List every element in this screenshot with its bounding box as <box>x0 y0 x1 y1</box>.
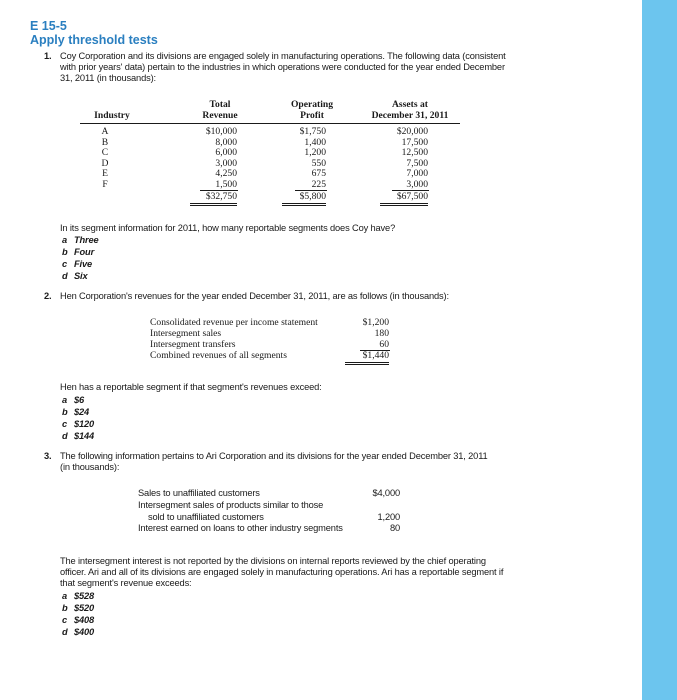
q3-paragraph-line-2: officer. Ari and all of its divisions are engaged solely in manufacturing operations. Ari has a reportable segment if <box>60 567 504 577</box>
q1-header-profit-2: Profit <box>300 110 324 121</box>
q1-row-assets: 7,500 <box>406 157 428 169</box>
q1-row-profit: 225 <box>311 178 326 190</box>
q1-row-assets: 17,500 <box>401 136 428 148</box>
q2-row-label: Combined revenues of all segments <box>150 350 287 361</box>
q3-row-label: Intersegment sales of products similar to those <box>138 500 324 510</box>
q2-row-value: $1,200 <box>362 317 389 328</box>
q1-choice-b[interactable] <box>62 247 94 258</box>
q2-row-label: Consolidated revenue per income statement <box>150 317 318 328</box>
choice-text: $520 <box>74 603 95 613</box>
q1-row-industry: A <box>101 126 109 137</box>
page-edge-bar <box>642 0 677 700</box>
q3-choice-a[interactable] <box>62 591 94 602</box>
choice-text: $144 <box>74 431 95 441</box>
q1-row-assets: $20,000 <box>396 126 428 137</box>
q2-choice-d[interactable] <box>62 431 94 442</box>
exercise-code: E 15-5 <box>30 19 67 33</box>
q1-total-revenue: $32,750 <box>190 192 237 206</box>
q3-paragraph-line-1: The intersegment interest is not reported by the divisions on internal reports reviewed by the chief operating <box>60 556 486 566</box>
choice-text: $6 <box>74 395 85 405</box>
q2-choice-c[interactable] <box>62 419 94 430</box>
choice-text: $120 <box>74 419 95 429</box>
choice-text: Six <box>74 271 88 281</box>
q1-row-industry: F <box>102 178 108 190</box>
choice-letter: d <box>62 431 68 441</box>
choice-text: $24 <box>74 407 90 417</box>
exercise-title: Apply threshold tests <box>30 33 158 47</box>
q1-choice-a[interactable] <box>62 235 99 246</box>
q2-row-label: Intersegment transfers <box>150 339 236 350</box>
q3-row-value: 80 <box>389 523 400 533</box>
q1-header-profit-1: Operating <box>290 99 334 110</box>
q3-choice-b[interactable] <box>62 603 94 614</box>
choice-letter: c <box>62 419 68 429</box>
q1-intro-line-1: Coy Corporation and its divisions are engaged solely in manufacturing operations. The following data (consistent <box>60 51 506 61</box>
q3-row-value: $4,000 <box>372 488 400 498</box>
q1-row-industry: E <box>102 168 108 179</box>
q1-intro-line-2: with prior years' data) pertain to the industries in which operations were conducted for the year ended December <box>60 62 505 72</box>
choice-letter: c <box>62 615 68 625</box>
q1-total-profit: $5,800 <box>282 192 326 206</box>
q1-row-revenue: 8,000 <box>215 136 237 148</box>
q3-intro-line-2: (in thousands): <box>60 462 120 472</box>
q1-row-assets: 3,000 <box>406 178 428 190</box>
choice-letter: a <box>62 395 68 405</box>
q1-row-assets: 7,000 <box>406 168 428 179</box>
q1-choice-c[interactable] <box>62 259 92 270</box>
q1-number: 1. <box>44 51 52 61</box>
q3-choice-d[interactable] <box>62 627 94 638</box>
q2-number: 2. <box>44 291 52 301</box>
q1-header-industry: Industry <box>94 110 130 121</box>
q1-header-assets-2: December 31, 2011 <box>371 110 449 121</box>
choice-letter: c <box>62 259 68 269</box>
q2-choice-a[interactable] <box>62 395 84 406</box>
q1-row-revenue: 4,250 <box>215 168 237 179</box>
q1-row-industry: C <box>101 147 109 158</box>
q2-intro: Hen Corporation's revenues for the year ended December 31, 2011, are as follows (in thousands): <box>60 291 449 301</box>
choice-letter: b <box>62 407 68 417</box>
q1-row-industry: D <box>101 157 109 169</box>
choice-letter: b <box>62 247 68 257</box>
q1-row-assets: 12,500 <box>401 147 428 158</box>
q1-row-profit: 550 <box>311 157 326 169</box>
q1-header-assets-1: Assets at <box>392 99 428 110</box>
q1-row-revenue: 1,500 <box>215 178 237 190</box>
q1-row-profit: 675 <box>311 168 326 179</box>
q2-row-value: 60 <box>379 339 389 350</box>
q1-row-profit: $1,750 <box>299 126 326 137</box>
q2-question: Hen has a reportable segment if that segment's revenues exceed: <box>60 382 322 392</box>
choice-text: $400 <box>74 627 95 637</box>
q3-number: 3. <box>44 451 52 461</box>
choice-letter: b <box>62 603 68 613</box>
q1-row-revenue: $10,000 <box>205 126 237 137</box>
choice-letter: d <box>62 271 68 281</box>
q1-header-revenue-1: Total <box>209 99 231 110</box>
q3-choice-c[interactable] <box>62 615 94 626</box>
q1-total-assets: $67,500 <box>380 192 428 206</box>
q1-row-profit: 1,400 <box>304 136 326 148</box>
q1-row-revenue: 6,000 <box>215 147 237 158</box>
choice-text: Four <box>74 247 95 257</box>
q1-header-revenue-2: Revenue <box>202 110 238 121</box>
choice-letter: a <box>62 591 68 601</box>
q1-header-rule <box>80 123 460 124</box>
choice-text: Three <box>74 235 99 245</box>
q3-paragraph-line-3: that segment's revenue exceeds: <box>60 578 192 588</box>
q1-row-revenue: 3,000 <box>215 157 237 169</box>
q1-choice-d[interactable] <box>62 271 88 282</box>
q3-intro-line-1: The following information pertains to Ari Corporation and its divisions for the year ended December 31, 2011 <box>60 451 488 461</box>
q1-row-profit: 1,200 <box>304 147 326 158</box>
q2-choice-b[interactable] <box>62 407 89 418</box>
q1-row-industry: B <box>101 136 109 148</box>
choice-text: $528 <box>74 591 95 601</box>
q2-row-value: 180 <box>374 328 389 339</box>
q3-row-value: 1,200 <box>377 512 400 522</box>
choice-text: Five <box>74 259 93 269</box>
q2-row-value: $1,440 <box>345 351 389 365</box>
q3-row-label-cont: sold to unaffiliated customers <box>148 512 264 522</box>
q3-row-label: Interest earned on loans to other industry segments <box>138 523 343 533</box>
q1-question: In its segment information for 2011, how many reportable segments does Coy have? <box>60 223 396 233</box>
q3-row-label: Sales to unaffiliated customers <box>138 488 260 498</box>
q2-row-label: Intersegment sales <box>150 328 222 339</box>
choice-letter: a <box>62 235 68 245</box>
q1-intro-line-3: 31, 2011 (in thousands): <box>60 73 156 83</box>
choice-letter: d <box>62 627 68 637</box>
choice-text: $408 <box>74 615 95 625</box>
